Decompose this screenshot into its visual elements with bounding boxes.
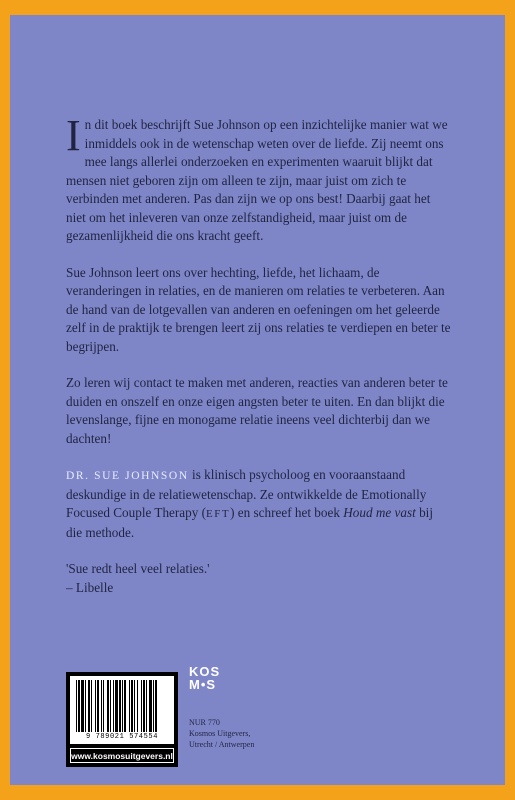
- author-name: DR. SUE JOHNSON: [66, 470, 189, 482]
- paragraph-content: Sue Johnson leert ons over hechting, liefde, het lichaam, de veranderingen in relaties, en de manieren om relaties te verbeteren. Aan de hand van de lotgevallen van anderen en oefeningen om het geleerde zelf in de praktijk te brengen leert zij ons relaties te verdiepen en beter te begrijpen.: [66, 264, 451, 354]
- barcode-bar: [115, 680, 118, 732]
- barcode-bar: [85, 680, 86, 732]
- barcode-bar: [141, 680, 142, 732]
- publisher-url: www.kosmosuitgevers.nl: [70, 748, 174, 763]
- blurb: [66, 111, 451, 615]
- publisher-name: Kosmos Uitgevers,: [189, 729, 251, 738]
- barcode-bar: [107, 680, 109, 732]
- barcode-bar: [110, 680, 111, 732]
- barcode-bar: [131, 680, 133, 732]
- author-bio: DR. SUE JOHNSON is klinisch psycholoog en vooraanstaand deskundige in de relatiewetenschap. Ze ontwikkelde de Emotionally Focused Couple Therapy (EFT) en schreef het boek Houd me vast bij die methode.: [66, 467, 433, 540]
- barcode-bar: [122, 680, 123, 732]
- barcode-bars: [76, 680, 168, 732]
- barcode-bar: [88, 680, 90, 732]
- book-title: Houd me vast: [343, 505, 416, 520]
- kosmos-logo: KOS M•S: [189, 664, 221, 692]
- drop-cap: I: [66, 111, 81, 160]
- paragraph-conclusion: Zo leren wij contact te maken met anderen, reacties van anderen beter te duiden en onszelf en onze eigen angsten beter te uiten. En dan blijkt die levenslange, fijne en monogame relatie ineens veel dichterbij dan we dachten!: [66, 375, 448, 446]
- barcode-bar: [124, 680, 126, 732]
- barcode-bar: [97, 680, 99, 732]
- barcode-bar: [103, 680, 104, 732]
- barcode-area: [70, 676, 174, 744]
- isbn-number: 9 789021 574554: [85, 733, 158, 741]
- barcode-bar: [81, 680, 84, 732]
- review-quote: [66, 560, 451, 597]
- barcode-bar: [149, 680, 152, 732]
- publisher-city: Utrecht / Antwerpen: [189, 740, 255, 749]
- barcode-bar: [153, 680, 154, 732]
- quote-source: – Libelle: [66, 579, 114, 595]
- nur-code: NUR 770: [189, 718, 220, 727]
- barcode-bar: [155, 680, 157, 732]
- barcode-bar: [137, 680, 138, 732]
- barcode-bar: [95, 680, 96, 732]
- barcode-bar: [76, 680, 77, 732]
- quote-text: 'Sue redt heel veel relaties.': [66, 561, 210, 576]
- barcode: [66, 672, 178, 767]
- paragraph-intro: [66, 111, 451, 246]
- barcode-bar: [143, 680, 145, 732]
- barcode-bar: [78, 680, 80, 732]
- barcode-bar: [129, 680, 130, 732]
- barcode-bar: [134, 680, 135, 732]
- barcode-bar: [91, 680, 92, 732]
- paragraph-intro-text: n dit boek beschrijft Sue Johnson op een inzichtelijke manier wat we inmiddels ook in de wetenschap weten over de liefde. Zij neemt ons mee langs allerlei onderzoeken en experimenten waaruit blijkt dat mensen niet geboren zijn om alleen te zijn, maar juist om zich te verbinden met anderen. Pas dan zijn we op ons best! Daarbij gaat het niet om het inleveren van onze zelfstandigheid, maar juist om de gezamenlijkheid die ons kracht geeft.: [66, 117, 448, 243]
- barcode-bar: [119, 680, 121, 732]
- barcode-bar: [146, 680, 147, 732]
- barcode-bar: [113, 680, 114, 732]
- publisher-info: [189, 717, 254, 750]
- barcode-bar: [101, 680, 102, 732]
